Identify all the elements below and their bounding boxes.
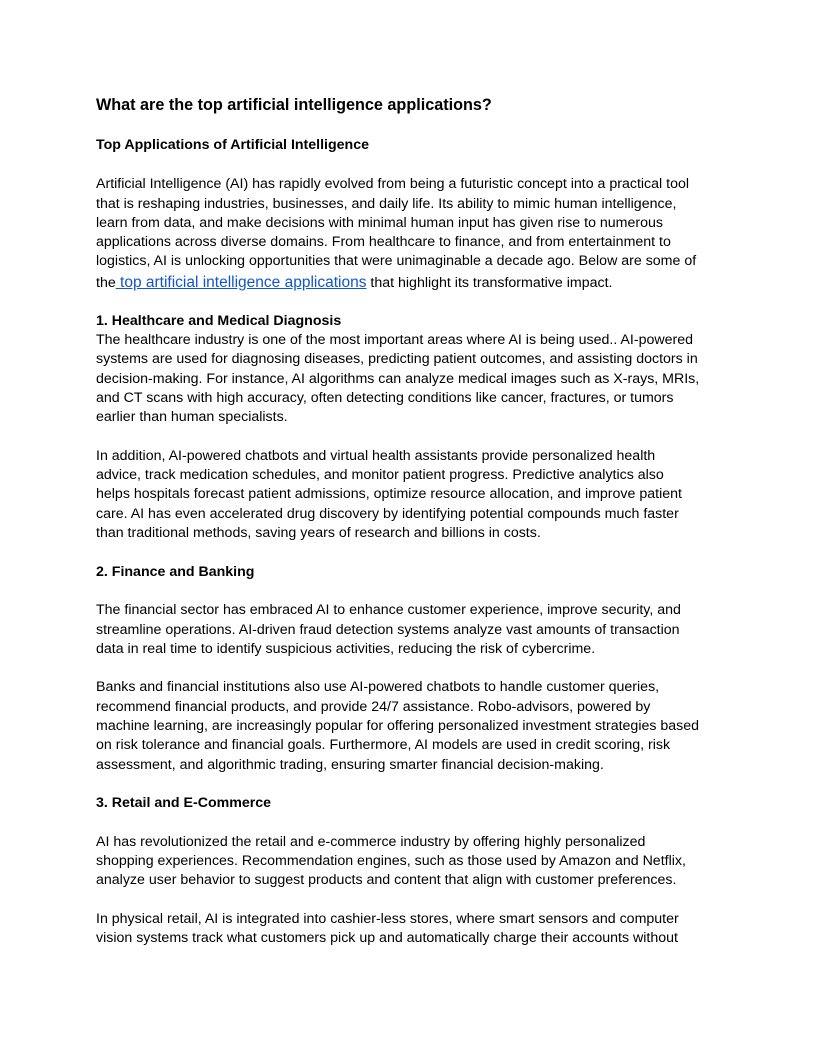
healthcare-paragraph-2 xyxy=(96,447,726,543)
section-heading-finance: 2. Finance and Banking xyxy=(96,563,255,580)
document-title: What are the top artificial intelligence applications? xyxy=(96,96,492,114)
section-heading-retail: 3. Retail and E-Commerce xyxy=(96,795,272,812)
text-line: AI has revolutionized the retail and e-commerce industry by offering highly personalized xyxy=(96,833,646,850)
text-line: shopping experiences. Recommendation engines, such as those used by Amazon and Netflix, xyxy=(96,853,686,870)
text-line: recommend financial products, and provide 24/7 assistance. Robo-advisors, powered by xyxy=(96,698,651,715)
retail-paragraph-2 xyxy=(96,910,726,949)
section-heading-healthcare: 1. Healthcare and Medical Diagnosis xyxy=(96,312,342,329)
retail-paragraph-1 xyxy=(96,833,726,891)
text-line: In addition, AI-powered chatbots and virtual health assistants provide personalized health xyxy=(96,447,656,464)
document-subtitle: Top Applications of Artificial Intelligence xyxy=(96,137,369,153)
text-line: In physical retail, AI is integrated into cashier-less stores, where smart sensors and computer xyxy=(96,910,679,927)
text-line: machine learning, are increasingly popular for offering personalized investment strategies based xyxy=(96,718,700,735)
document-page xyxy=(96,94,726,949)
text-line: decision-making. For instance, AI algorithms can analyze medical images such as X-rays, MRIs, xyxy=(96,370,700,387)
text-line: systems are used for diagnosing diseases, predicting patient outcomes, and assisting doctors in xyxy=(96,351,698,368)
text-line: analyze user behavior to suggest products and content that align with customer preferences. xyxy=(96,872,677,889)
text-line: earlier than human specialists. xyxy=(96,409,288,426)
healthcare-paragraph-1 xyxy=(96,331,726,427)
text-line: logistics, AI is unlocking opportunities that were unimaginable a decade ago. Below are some of xyxy=(96,253,697,270)
text-line: care. AI has even accelerated drug discovery by identifying potential compounds much faster xyxy=(96,505,679,522)
top-ai-applications-link[interactable]: top artificial intelligence applications xyxy=(115,273,367,291)
text-fragment: that highlight its transformative impact. xyxy=(366,274,613,291)
text-line: on risk tolerance and financial goals. Furthermore, AI models are used in credit scoring, risk xyxy=(96,737,671,754)
finance-paragraph-2 xyxy=(96,678,726,774)
text-line: advice, track medication schedules, and monitor patient progress. Predictive analytics also xyxy=(96,467,664,484)
text-line: applications across diverse domains. From healthcare to finance, and from entertainment to xyxy=(96,234,671,251)
text-line: helps hospitals forecast patient admissions, optimize resource allocation, and improve patient xyxy=(96,486,682,503)
finance-paragraph-1 xyxy=(96,601,726,659)
text-line: data in real time to identify suspicious activities, reducing the risk of cybercrime. xyxy=(96,640,596,657)
text-line: Banks and financial institutions also use AI-powered chatbots to handle customer queries, xyxy=(96,679,660,696)
text-line: Artificial Intelligence (AI) has rapidly evolved from being a futuristic concept into a practical tool xyxy=(96,176,690,193)
text-line: streamline operations. AI-driven fraud detection systems analyze vast amounts of transaction xyxy=(96,621,680,638)
text-line: The healthcare industry is one of the most important areas where AI is being used.. AI-powered xyxy=(96,332,693,349)
text-line: that is reshaping industries, businesses, and daily life. Its ability to mimic human intelligence, xyxy=(96,195,677,212)
text-line-with-link xyxy=(96,272,726,294)
text-line: learn from data, and make decisions with minimal human input has given rise to numerous xyxy=(96,214,663,231)
text-line: than traditional methods, saving years of research and billions in costs. xyxy=(96,525,541,542)
text-line: vision systems track what customers pick up and automatically charge their accounts without xyxy=(96,930,678,947)
intro-paragraph xyxy=(96,175,726,293)
text-line: The financial sector has embraced AI to enhance customer experience, improve security, and xyxy=(96,602,681,619)
text-line: and CT scans with high accuracy, often detecting conditions like cancer, fractures, or tumors xyxy=(96,389,674,406)
text-fragment: the xyxy=(96,274,116,291)
text-line: assessment, and algorithmic trading, ensuring smarter financial decision-making. xyxy=(96,756,604,773)
